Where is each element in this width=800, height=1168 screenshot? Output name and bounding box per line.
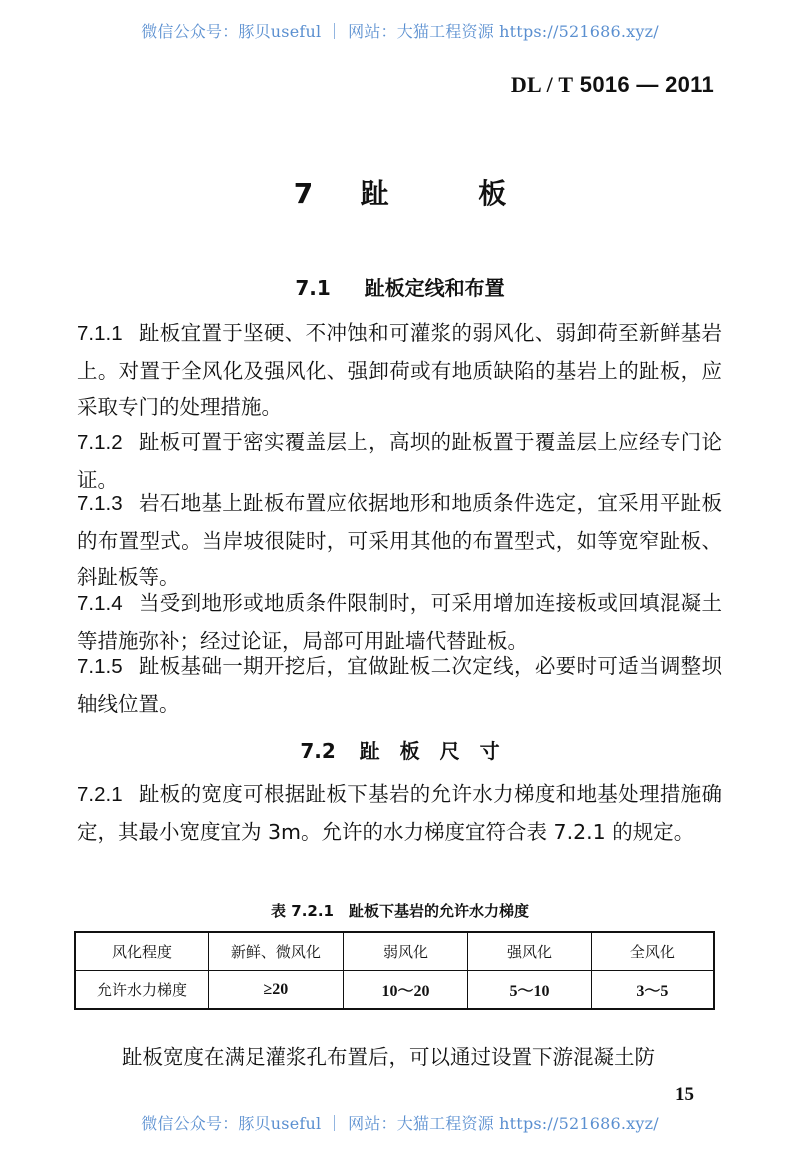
chapter-title-char1: 趾: [360, 177, 389, 210]
clause-number: 7.1.2: [77, 431, 123, 454]
chapter-number: 7: [293, 177, 314, 210]
clause-number: 7.1.5: [77, 655, 123, 678]
clause-number: 7.1.4: [77, 592, 123, 615]
table-cell: ≥20: [209, 971, 344, 1010]
table-cell: 5～10: [468, 971, 592, 1010]
clause-text: 趾板基础一期开挖后，宜做趾板二次定线，必要时可适当调整坝轴线位置。: [77, 654, 722, 716]
section-heading-7-1: [0, 272, 800, 301]
clause-7-1-5: [77, 648, 722, 722]
clause-text: 趾板可置于密实覆盖层上，高坝的趾板置于覆盖层上应经专门论证。: [77, 430, 722, 492]
clause-number: 7.1.1: [77, 322, 123, 345]
table-header-cell: 新鲜、微风化: [209, 932, 344, 971]
standard-code: [511, 72, 714, 98]
section-heading-7-2: [0, 735, 800, 764]
table-row-label: 允许水力梯度: [75, 971, 209, 1010]
table-header-cell: 弱风化: [343, 932, 468, 971]
table-header-cell: 风化程度: [75, 932, 209, 971]
table-header-row: [75, 932, 714, 971]
section-title: 趾板定线和布置: [364, 276, 505, 300]
clause-text: 当受到地形或地质条件限制时，可采用增加连接板或回填混凝土等措施弥补；经过论证，局部可用趾墙代替趾板。: [77, 591, 722, 653]
clause-text: 岩石地基上趾板布置应依据地形和地质条件选定，宜采用平趾板的布置型式。当岸坡很陡时，可采用其他的布置型式，如等宽窄趾板、斜趾板等。: [77, 491, 722, 589]
hydraulic-gradient-table: [74, 931, 715, 1010]
chapter-title: [0, 172, 800, 212]
chapter-title-char2: 板: [478, 177, 507, 210]
clause-text: 趾板的宽度可根据趾板下基岩的允许水力梯度和地基处理措施确定，其最小宽度宜为 3m。允许的水力梯度宜符合表 7.2.1 的规定。: [77, 782, 722, 844]
clause-7-1-1: [77, 315, 722, 426]
clause-7-1-3: [77, 485, 722, 596]
continuation-paragraph: 趾板宽度在满足灌浆孔布置后，可以通过设置下游混凝土防: [122, 1045, 655, 1069]
table-caption: 表 7.2.1 趾板下基岩的允许水力梯度: [271, 902, 529, 920]
standard-prefix: DL / T: [510, 72, 574, 97]
watermark-bottom: 微信公众号：豚贝useful ｜ 网站：大猫工程资源 https://521686.xyz/: [141, 1114, 659, 1133]
page-number: 15: [675, 1084, 694, 1105]
section-number: 7.1: [295, 276, 331, 300]
clause-number: 7.2.1: [77, 783, 123, 806]
table-header-cell: 强风化: [468, 932, 592, 971]
clause-text: 趾板宜置于坚硬、不冲蚀和可灌浆的弱风化、弱卸荷至新鲜基岩上。对置于全风化及强风化、强卸荷或有地质缺陷的基岩上的趾板，应采取专门的处理措施。: [77, 321, 722, 419]
clause-number: 7.1.3: [77, 492, 123, 515]
watermark-top: 微信公众号：豚贝useful ｜ 网站：大猫工程资源 https://521686.xyz/: [141, 22, 659, 41]
table-row: [75, 971, 714, 1010]
table-cell: 3～5: [591, 971, 714, 1010]
table-cell: 10～20: [343, 971, 468, 1010]
table-header-cell: 全风化: [591, 932, 714, 971]
section-number: 7.2: [300, 739, 336, 763]
standard-number: 5016 — 2011: [579, 72, 714, 97]
clause-7-2-1: [77, 776, 722, 850]
section-title: 趾 板 尺 寸: [359, 739, 500, 763]
